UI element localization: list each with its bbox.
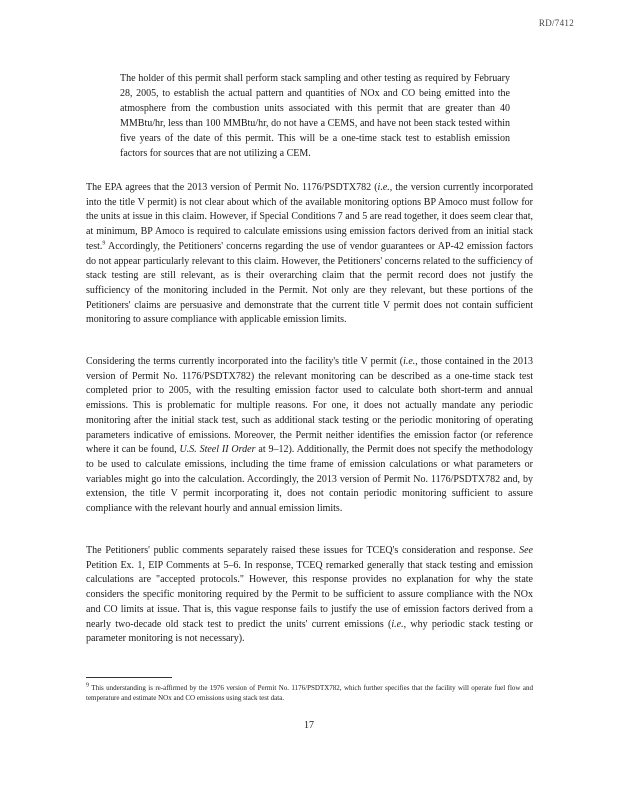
permit-condition-quote: The holder of this permit shall perform stack sampling and other testing as required by February 28, 2005, to establish the actual pattern and quantities of NOx and CO being emitted into the atmosphere from the combustion units associated with this permit that are greater than 40 MMBtu/hr, less than 100 MMBtu/hr, do not have a CEMS, and have not been stack tested within five years of the date of this permit. This will be a one-time stack test to establish emission factors for sources that are not utilizing a CEM. xyxy=(120,73,510,159)
p1-text-c: Accordingly, the Petitioners' concerns regarding the use of vendor guarantees or AP-42 emission factors do not appear particularly relevant to this claim. However, the Petitioners' concerns related to the sufficiency of stack testing are still relevant, as is their overarching claim that the permit record does not justify the sufficiency of the monitoring included in the Permit. Not only are they relevant, but these portions of the Petitioners' claims are persuasive and demonstrate that the current title V permit does not contain sufficient monitoring to assure compliance with applicable emission limits. xyxy=(86,240,533,326)
footnote-text: This understanding is re-affirmed by the 1976 version of Permit No. 1176/PSDTX782, which further specifies that the facility will operate fuel flow and temperature and estimate NOx and CO emissions using stack test data. xyxy=(86,684,533,703)
p1-text-b: , the version currently incorporated into the title V permit) is not clear about which of the available monitoring options BP Amoco must follow for the units at issue in this claim. However, if Special Conditions 7 and 5 are read together, it does seem clear that, at minimum, BP Amoco is required to calculate emissions using emission factors derived from an initial stack test. xyxy=(86,182,534,252)
p1-text-a: The EPA agrees that the 2013 version of Permit No. 1176/PSDTX782 ( xyxy=(86,182,378,193)
footnote-9 xyxy=(86,683,533,703)
body-paragraph-2 xyxy=(86,355,533,517)
p3-ie: i.e. xyxy=(391,618,404,630)
p2-text-c: at 9–12). Additionally, the Permit does not specify the methodology to be used to calculate emissions, including the time frame of emission calculations or what parameters or variables might go into the calculation. Accordingly, the 2013 version of Permit No. 1176/PSDTX782 and, by extension, the title V permit incorporating it, does not contain periodic monitoring sufficient to assure compliance with the relevant hourly and annual emission limits. xyxy=(86,444,533,515)
p2-text-a: Considering the terms currently incorporated into the facility's title V permit ( xyxy=(86,356,404,367)
body-paragraph-1 xyxy=(86,181,533,328)
document-id-header: RD/7412 xyxy=(538,18,574,28)
footnote-ref-9[interactable]: 9 xyxy=(102,240,106,247)
p2-text-b: , those contained in the 2013 version of Permit No. 1176/PSDTX782) the relevant monitoring can be described as a one-time stack test completed prior to 2005, with the resulting emission factor used to calculate both short-term and annual emissions. This is problematic for multiple reasons. For one, it does not actually mandate any periodic monitoring after the initial stack test, such as additional stack testing or the periodic monitoring of operating parameters indicative of emissions. Moreover, the Permit neither identifies the emission factor (or reference where it can be found, xyxy=(86,356,533,456)
p3-see: See xyxy=(519,545,533,556)
p2-ie: i.e. xyxy=(403,356,416,367)
p2-citation: U.S. Steel II Order xyxy=(179,444,256,456)
page-number: 17 xyxy=(304,720,314,731)
p1-ie: i.e. xyxy=(377,182,390,193)
footnote-separator xyxy=(86,677,172,678)
p3-text-a: The Petitioners' public comments separately raised these issues for TCEQ's consideration and response. xyxy=(86,545,520,556)
body-paragraph-3 xyxy=(86,544,533,647)
p3-text-c: , why periodic stack testing or parameter monitoring is not necessary). xyxy=(86,618,533,645)
p3-text-b: Petition Ex. 1, EIP Comments at 5–6. In response, TCEQ remarked generally that stack testing and emission calculations are "accepted protocols." However, this response provides no explanation for why the state considers the specific monitoring required by the Permit to be sufficient to assure compliance with the NOx and CO limits at issue. That is, this vague response fails to justify the use of emission factors derived from a nearly two-decade old stack test to predict the units' current emissions ( xyxy=(86,559,533,630)
footnote-number: 9 xyxy=(86,682,89,689)
